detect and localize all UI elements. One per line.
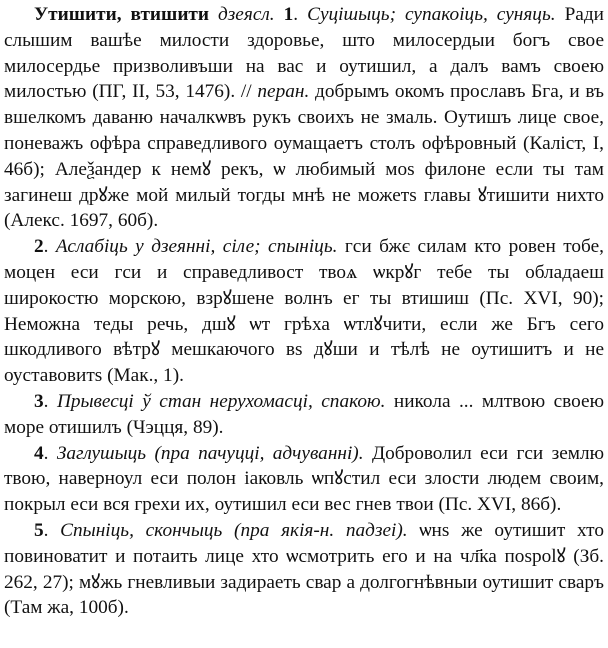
entry-sense-2: 2. Аслабіць у дзеянні, сіле; спыніць. гси бжє силам кто ровен тобе, моцен еси гси и справедливост твоѧ ѡкрꙋг тебе ты обладаеш широкостю морскою, взрꙋшене волнъ ег ты втишиш (Пс. XVI, 90); Неможна теды речь, дшꙋ ѡт грѣха ѡтлꙋчити, если же Бгъ сего шкодливого вѣтрꙋ мешкаючого вѕ дꙋши и тѣлѣ не оутишитъ и не оуставовитѕ (Мак., 1).	[4, 236, 604, 387]
sense-definition: Заглушыць (пра пачуцці, адчуванні).	[56, 442, 364, 464]
sense-definition: Суцішыць; супакоіць, суняць.	[307, 4, 556, 25]
entry-sense-4: 4. Заглушыць (пра пачуцці, адчуванні). Доброволил еси гси землю твою, наверноул еси полон іаковль ѡпꙋстил еси злости людем своим, покрыл еси вся грехи их, оутишил еси вес гнев твои (Пс. XVI, 86б).	[4, 442, 605, 516]
sense-number: 2	[34, 236, 44, 258]
dictionary-entry	[4, 2, 604, 621]
sense-definition: Аслабіць у дзеянні, сіле; спыніць.	[55, 236, 338, 258]
entry-sense-3: 3. Прывесці ў стан нерухомасці, спакою. никола ... млтвою своею море отишилъ (Чэцця, 89).	[4, 390, 604, 438]
sense-citation: Доброволил еси гси землю твою, наверноул еси полон іаковль ѡпꙋстил еси злости людем своим, покрыл еси вся грехи их, оутишил еси вес гнев твои (Пс. XVI, 86б).	[4, 442, 605, 516]
sense-definition: Спыніць, скончыць (пра якія-н. падзеі).	[60, 519, 408, 541]
part-of-speech: дзеясл.	[218, 4, 275, 25]
sense-definition: Прывесці ў стан нерухомасці, спакою.	[56, 390, 386, 412]
sense-number: 4	[34, 442, 44, 464]
entry-sense-1: Утишити, втишити дзеясл. 1. Суцішыць; супакоіць, суняць. Ради слышим вашѣе милости здоровье, што милосердыи богъ свое милосердье призволивъши на вас и оутишил, а далъ вамъ своею милостью (ПГ, II, 53, 1476). // перан. добрымъ окомъ прославъ Бга, и въ вшелкомъ даваню началкѡвъ рукъ своихъ не змаль. Оутишъ лице свое, поневажъ офѣра справедливого оумащаетъ столъ офѣровный (Каліст, I, 46б); Алеѯандер к немꙋ рекъ, ѡ любимый моѕ филоне если ты там загинеш дрꙋже мой милый тогды мнѣ не можетѕ главы ꙋтишити нихто (Алекс. 1697, 60б).	[4, 4, 604, 232]
headword: Утишити, втишити	[34, 4, 210, 25]
subsense-label: перан.	[257, 81, 310, 103]
sense-citation: гси бжє силам кто ровен тобе, моцен еси гси и справедливост твоѧ ѡкрꙋг тебе ты обладаеш широкостю морскою, взрꙋшене волнъ ег ты втишиш (Пс. XVI, 90); Неможна теды речь, дшꙋ ѡт грѣха ѡтлꙋчити, если же Бгъ сего шкодливого вѣтрꙋ мешкаючого вѕ дꙋши и тѣлѣ не оутишитъ и не оуставовитѕ (Мак., 1).	[4, 236, 604, 387]
sense-number: 1	[283, 4, 294, 25]
sense-number: 5	[34, 519, 44, 541]
sense-citation: Ради слышим вашѣе милости здоровье, што милосердыи богъ свое милосердье призволивъши на вас и оутишил, а далъ вамъ своею милостью (ПГ, II, 53, 1476). //	[4, 4, 604, 103]
sense-citation-figurative: добрымъ окомъ прославъ Бга, и въ вшелкомъ даваню началкѡвъ рукъ своихъ не змаль. Оутишъ лице свое, поневажъ офѣра справедливого оумащаетъ столъ офѣровный (Каліст, I, 46б); Алеѯандер к немꙋ рекъ, ѡ любимый моѕ филоне если ты там загинеш дрꙋже мой милый тогды мнѣ не можетѕ главы ꙋтишити нихто (Алекс. 1697, 60б).	[4, 81, 604, 232]
sense-citation: никола ... млтвою своею море отишилъ (Чэцця, 89).	[4, 390, 604, 438]
sense-citation: ѡнѕ же оутишит хто повиноватит и потаить лице хто ѡсмотрить его и на чл҃ка пospolꙋ (Зб. 262, 27); мꙋжь гневливыи задираеть свар а долгогнѣвныи оутишит сваръ (Там жа, 100б).	[4, 519, 604, 619]
entry-sense-5: 5. Спыніць, скончыць (пра якія-н. падзеі). ѡнѕ же оутишит хто повиноватит и потаить лице хто ѡсмотрить его и на чл҃ка пospolꙋ (Зб. 262, 27); мꙋжь гневливыи задираеть свар а долгогнѣвныи оутишит сваръ (Там жа, 100б).	[4, 519, 604, 619]
sense-number: 3	[34, 390, 44, 412]
